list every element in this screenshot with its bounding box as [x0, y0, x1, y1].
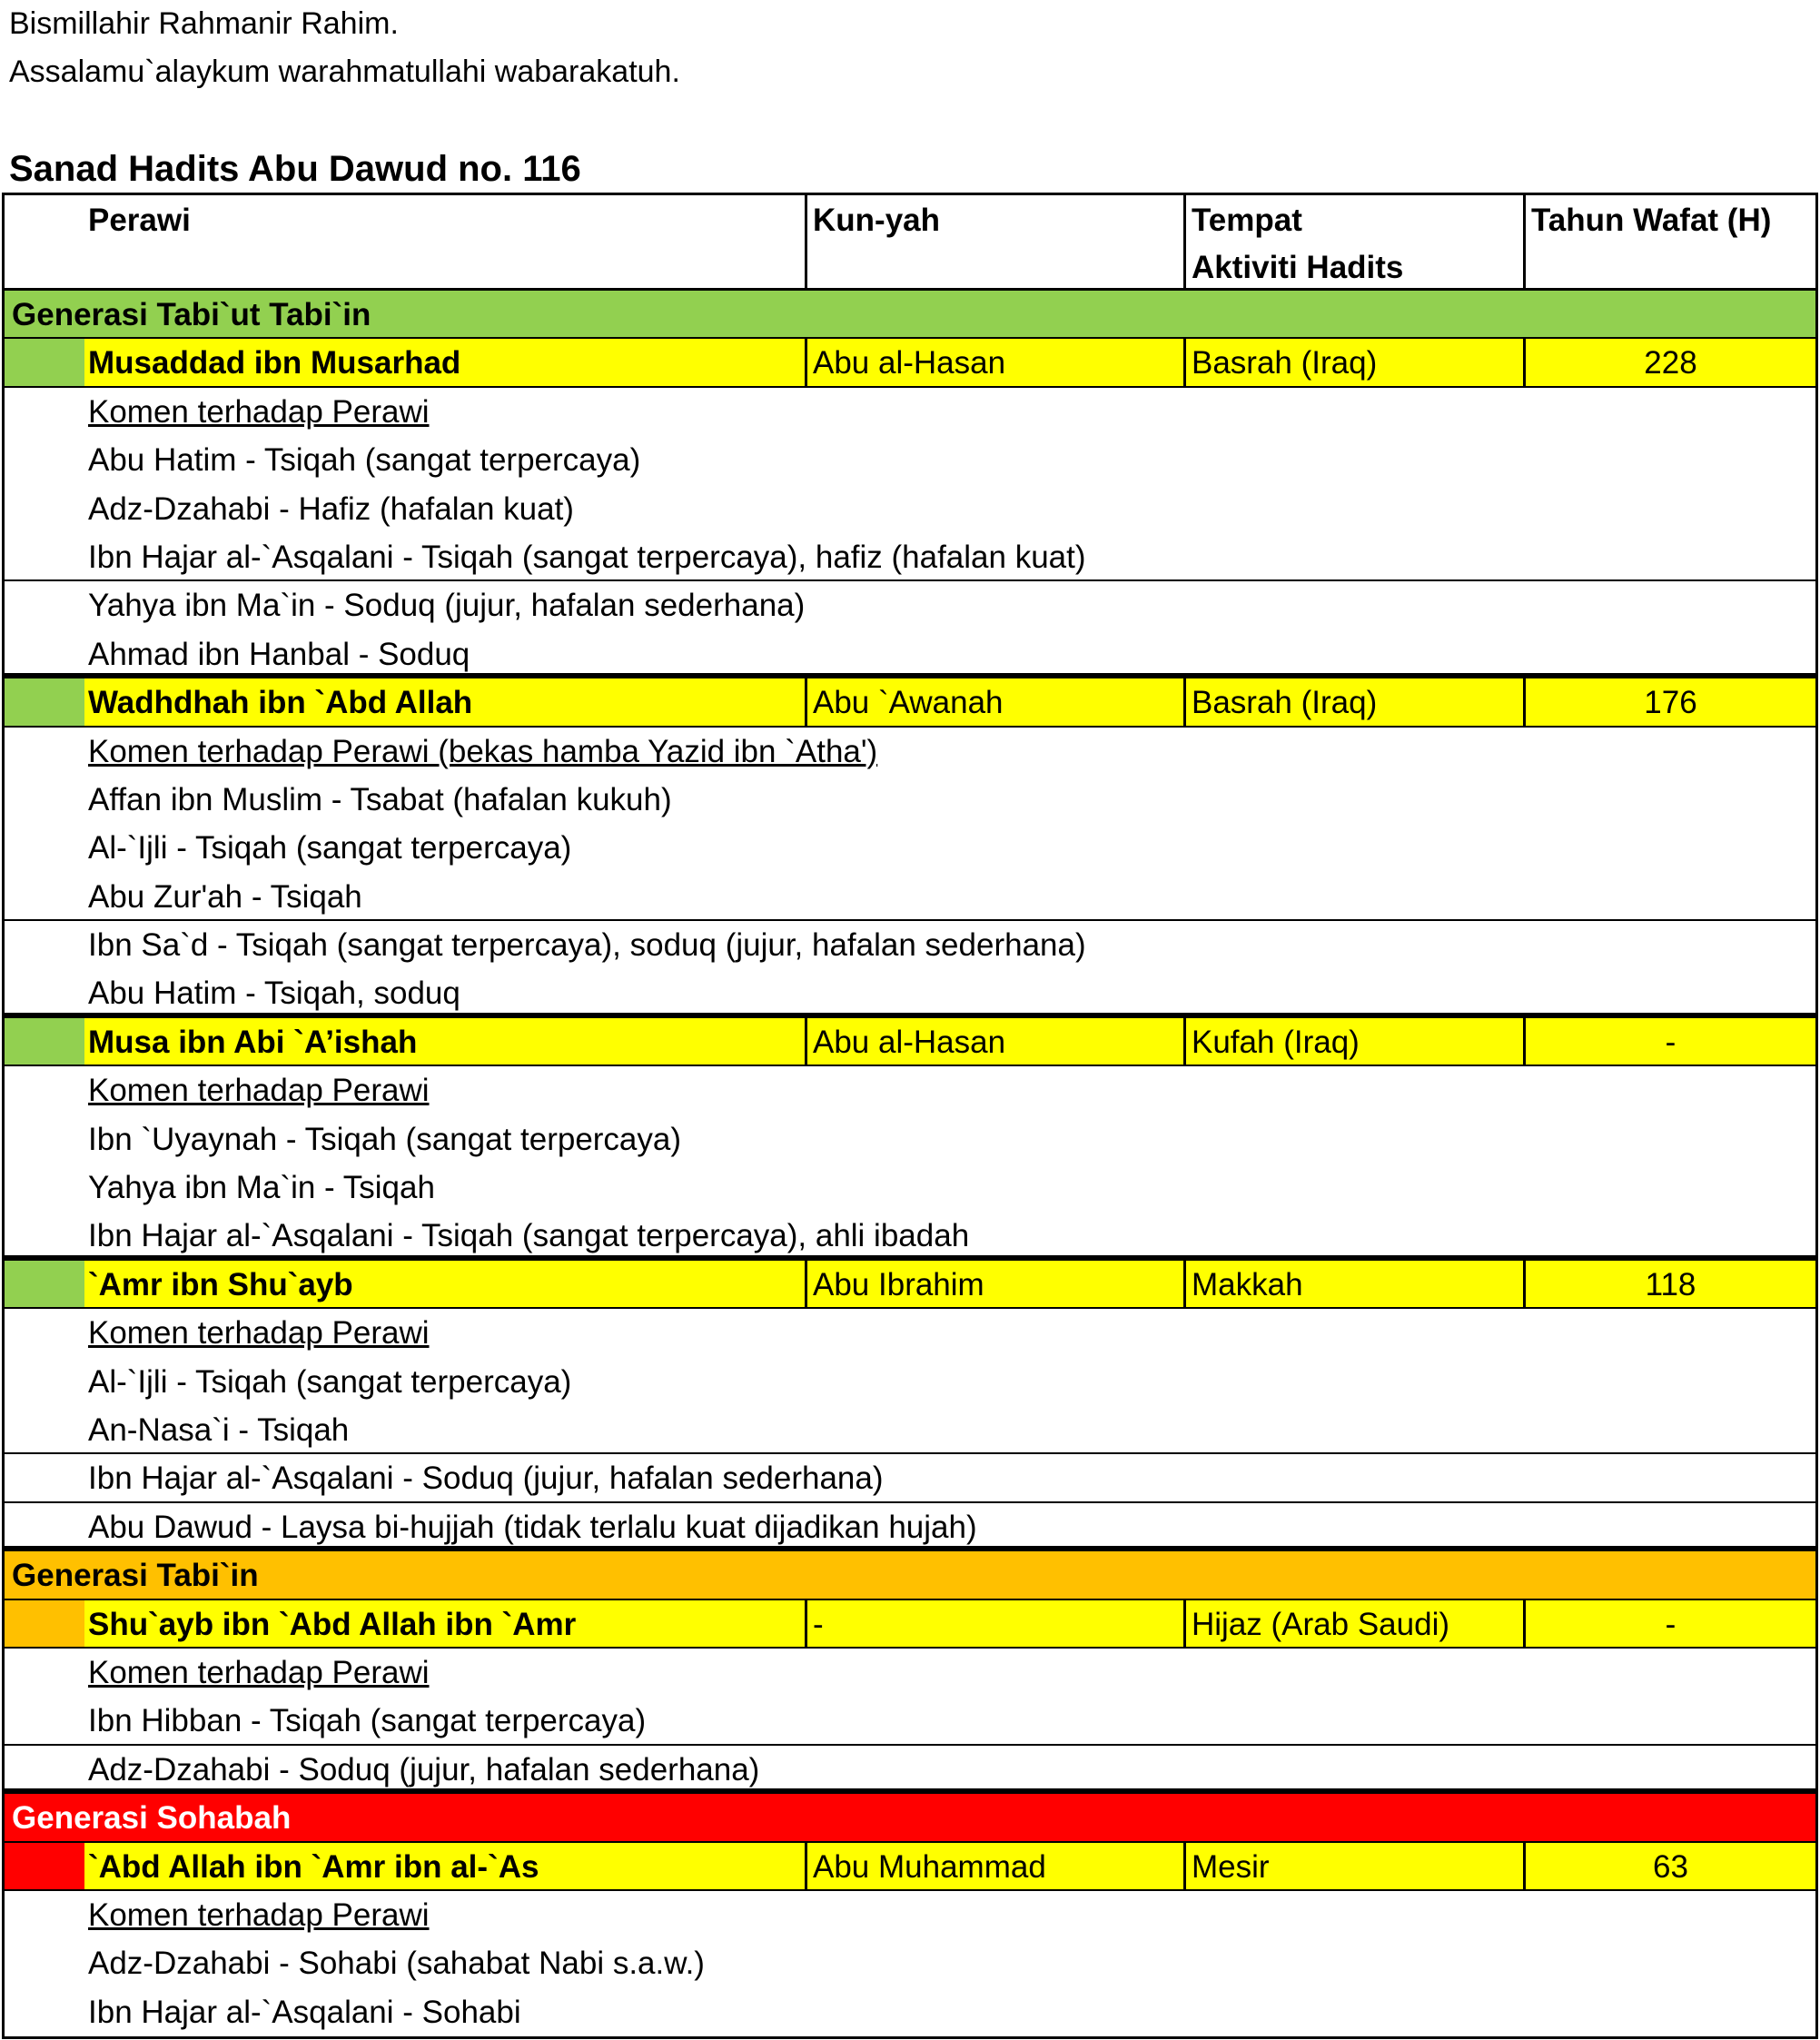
comment-row	[5, 969, 1815, 1017]
comment-row	[5, 824, 1815, 872]
comment-text: Adz-Dzahabi - Soduq (jujur, hafalan sederhana)	[88, 1751, 760, 1787]
header-tempat-line2: Aktiviti Hadits	[1192, 250, 1404, 285]
narrator-death-year: 118	[1523, 1261, 1815, 1307]
sanad-table	[2, 193, 1818, 2039]
generation-swatch	[5, 678, 84, 725]
narrator-place: Basrah (Iraq)	[1183, 339, 1523, 385]
narrator-death-year: -	[1523, 1600, 1815, 1647]
narrator-name: Musa ibn Abi `A’ishah	[84, 1018, 805, 1065]
comment-text: Yahya ibn Ma`in - Tsiqah	[88, 1170, 435, 1206]
comment-text: Abu Hatim - Tsiqah (sangat terpercaya)	[88, 442, 641, 479]
generation-label: Generasi Tabi`ut Tabi`in	[12, 297, 371, 332]
header-perawi: Perawi	[88, 203, 191, 238]
comment-row	[5, 436, 1815, 484]
narrator-row	[5, 678, 1815, 727]
narrator-name: Shu`ayb ibn `Abd Allah ibn `Amr	[84, 1600, 805, 1647]
comment-text: Al-`Ijli - Tsiqah (sangat terpercaya)	[88, 1363, 572, 1400]
narrator-name: Musaddad ibn Musarhad	[84, 339, 805, 385]
comment-text: Ibn Sa`d - Tsiqah (sangat terpercaya), soduq (jujur, hafalan sederhana)	[88, 927, 1086, 964]
comment-text: Adz-Dzahabi - Sohabi (sahabat Nabi s.a.w.)	[88, 1946, 705, 1982]
comment-row	[5, 1988, 1815, 2036]
generation-swatch	[5, 1261, 84, 1307]
comment-row	[5, 1406, 1815, 1454]
narrator-death-year: -	[1523, 1018, 1815, 1065]
greeting-line-1: Bismillahir Rahmanir Rahim.	[9, 6, 399, 41]
comment-text: Ibn Hibban - Tsiqah (sangat terpercaya)	[88, 1703, 647, 1739]
comment-heading: Komen terhadap Perawi	[88, 1073, 430, 1109]
narrator-kunyah: Abu Muhammad	[805, 1843, 1183, 1889]
narrator-name: Wadhdhah ibn `Abd Allah	[84, 678, 805, 725]
comment-row	[5, 1115, 1815, 1164]
narrator-place: Basrah (Iraq)	[1183, 678, 1523, 725]
comment-row	[5, 1697, 1815, 1745]
comment-heading-row	[5, 1649, 1815, 1697]
narrator-place: Mesir	[1183, 1843, 1523, 1889]
comment-text: Ibn Hajar al-`Asqalani - Tsiqah (sangat terpercaya), ahli ibadah	[88, 1218, 970, 1254]
generation-row	[5, 1794, 1815, 1842]
comment-text: Al-`Ijli - Tsiqah (sangat terpercaya)	[88, 830, 572, 867]
comment-text: Ibn Hajar al-`Asqalani - Soduq (jujur, hafalan sederhana)	[88, 1461, 884, 1497]
generation-row	[5, 291, 1815, 339]
comment-text: Yahya ibn Ma`in - Soduq (jujur, hafalan sederhana)	[88, 588, 806, 624]
page-title: Sanad Hadits Abu Dawud no. 116	[9, 149, 581, 189]
comment-text: Abu Dawud - Laysa bi-hujjah (tidak terlalu kuat dijadikan hujah)	[88, 1509, 977, 1545]
comment-row	[5, 533, 1815, 581]
narrator-row	[5, 339, 1815, 387]
comment-heading-row	[5, 388, 1815, 436]
table-header-row	[5, 195, 1815, 291]
generation-label: Generasi Tabi`in	[12, 1558, 259, 1594]
header-tempat	[1183, 195, 1523, 288]
comment-row	[5, 1164, 1815, 1212]
comment-row	[5, 873, 1815, 921]
comment-text: An-Nasa`i - Tsiqah	[88, 1411, 350, 1448]
comment-text: Abu Hatim - Tsiqah, soduq	[88, 975, 460, 1012]
comment-text: Affan ibn Muslim - Tsabat (hafalan kukuh)	[88, 781, 672, 817]
narrator-kunyah: Abu al-Hasan	[805, 339, 1183, 385]
comment-text: Ibn `Uyaynah - Tsiqah (sangat terpercaya)	[88, 1121, 682, 1157]
comment-heading-row	[5, 1891, 1815, 1939]
generation-swatch	[5, 1843, 84, 1889]
narrator-kunyah: Abu al-Hasan	[805, 1018, 1183, 1065]
comment-heading: Komen terhadap Perawi	[88, 1896, 430, 1933]
comment-row	[5, 1212, 1815, 1260]
comment-row	[5, 921, 1815, 969]
generation-swatch	[5, 339, 84, 385]
greeting-line-2: Assalamu`alaykum warahmatullahi wabarakatuh.	[9, 54, 680, 89]
comment-text: Abu Zur'ah - Tsiqah	[88, 878, 362, 915]
comment-row	[5, 1939, 1815, 1987]
comment-heading: Komen terhadap Perawi	[88, 1654, 430, 1690]
comment-row	[5, 1454, 1815, 1502]
narrator-row	[5, 1843, 1815, 1891]
comment-row	[5, 776, 1815, 824]
narrator-name: `Abd Allah ibn `Amr ibn al-`As	[84, 1843, 805, 1889]
narrator-place: Makkah	[1183, 1261, 1523, 1307]
narrator-name: `Amr ibn Shu`ayb	[84, 1261, 805, 1307]
generation-row	[5, 1551, 1815, 1599]
comment-row	[5, 485, 1815, 533]
narrator-death-year: 176	[1523, 678, 1815, 725]
narrator-kunyah: Abu `Awanah	[805, 678, 1183, 725]
generation-swatch	[5, 1600, 84, 1647]
narrator-kunyah: Abu Ibrahim	[805, 1261, 1183, 1307]
narrator-row	[5, 1600, 1815, 1649]
comment-row	[5, 1746, 1815, 1794]
comment-heading: Komen terhadap Perawi	[88, 393, 430, 430]
comment-row	[5, 630, 1815, 678]
comment-heading-row	[5, 1066, 1815, 1114]
comment-text: Adz-Dzahabi - Hafiz (hafalan kuat)	[88, 490, 574, 527]
comment-row	[5, 1358, 1815, 1406]
comment-text: Ibn Hajar al-`Asqalani - Tsiqah (sangat terpercaya), hafiz (hafalan kuat)	[88, 539, 1086, 575]
header-tahun-wafat: Tahun Wafat (H)	[1523, 195, 1815, 288]
narrator-place: Kufah (Iraq)	[1183, 1018, 1523, 1065]
comment-heading: Komen terhadap Perawi (bekas hamba Yazid ibn `Atha')	[88, 733, 878, 769]
narrator-row	[5, 1018, 1815, 1066]
narrator-death-year: 63	[1523, 1843, 1815, 1889]
narrator-kunyah: -	[805, 1600, 1183, 1647]
comment-row	[5, 581, 1815, 629]
comment-heading-row	[5, 728, 1815, 776]
comment-text: Ibn Hajar al-`Asqalani - Sohabi	[88, 1994, 521, 2030]
comment-row	[5, 1503, 1815, 1551]
narrator-death-year: 228	[1523, 339, 1815, 385]
header-swatch-cell	[5, 195, 84, 288]
narrator-place: Hijaz (Arab Saudi)	[1183, 1600, 1523, 1647]
header-tempat-line1: Tempat	[1192, 203, 1302, 238]
narrator-row	[5, 1261, 1815, 1309]
comment-heading: Komen terhadap Perawi	[88, 1315, 430, 1352]
header-kunyah: Kun-yah	[805, 195, 1183, 288]
comment-text: Ahmad ibn Hanbal - Soduq	[88, 636, 470, 672]
generation-label: Generasi Sohabah	[12, 1800, 292, 1837]
comment-heading-row	[5, 1309, 1815, 1357]
generation-swatch	[5, 1018, 84, 1065]
